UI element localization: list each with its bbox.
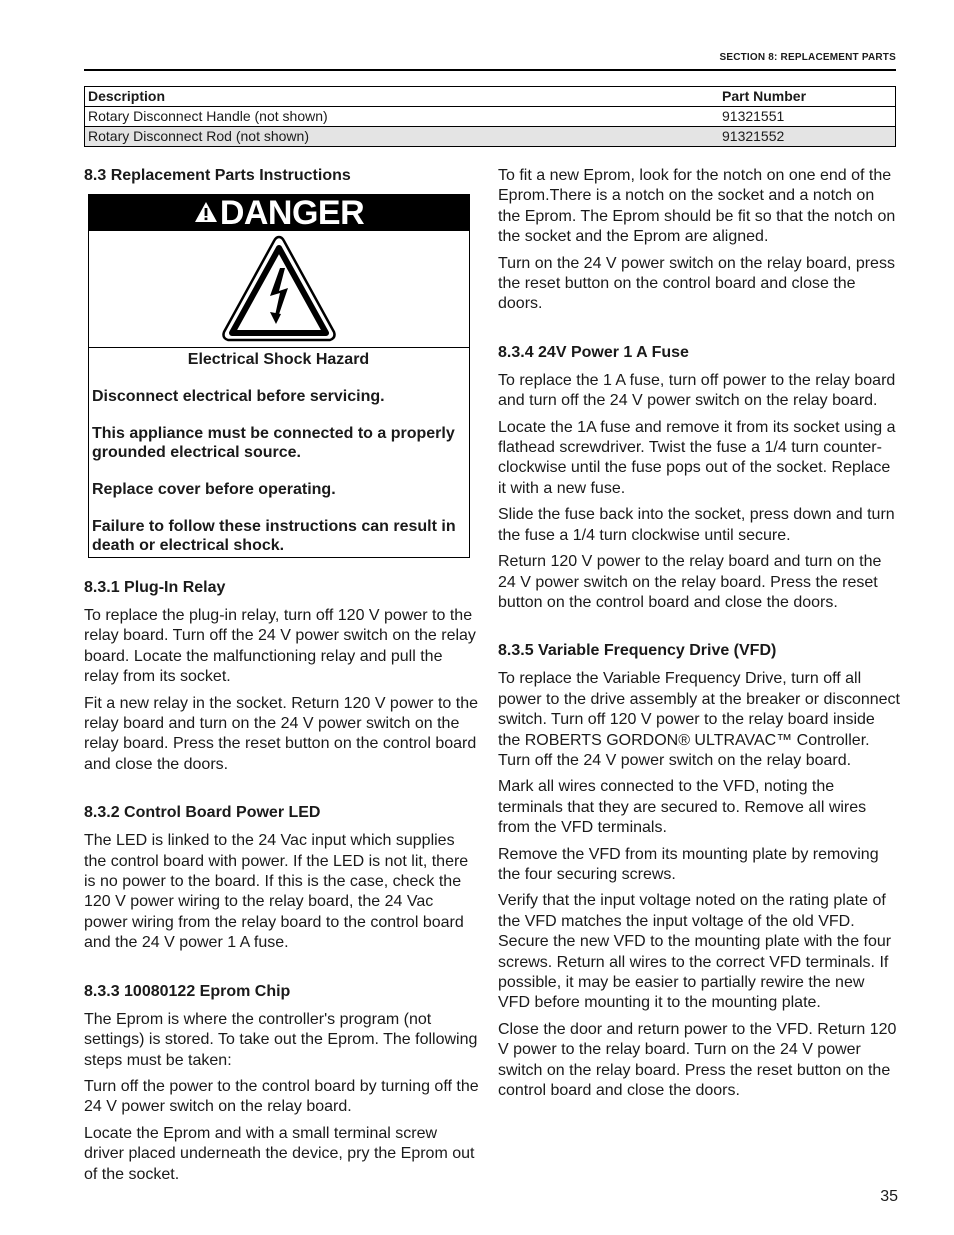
right-column — [498, 166, 900, 1107]
danger-line: Disconnect electrical before servicing. — [92, 388, 385, 405]
row-part-number: 91321552 — [708, 127, 896, 147]
danger-warning-box — [88, 194, 470, 558]
parts-table — [84, 86, 896, 147]
table-header-row — [85, 87, 896, 107]
left-column — [84, 166, 480, 1191]
paragraph: Remove the VFD from its mounting plate by removing the four securing screws. — [498, 845, 879, 883]
danger-line: This appliance must be connected to a properly grounded electrical source. — [92, 425, 455, 461]
row-description: Rotary Disconnect Handle (not shown) — [85, 107, 709, 127]
danger-line: Failure to follow these instructions can result in death or electrical shock. — [92, 518, 456, 554]
page-number: 35 — [880, 1188, 898, 1205]
section-header: SECTION 8: REPLACEMENT PARTS — [719, 52, 896, 63]
paragraph: To replace the Variable Frequency Drive, turn off all power to the drive assembly at the breaker or disconnect switch. Turn off 120 V power to the relay board inside the ROBERTS GORDON® ULTRAVAC™ Controller. Turn off the 24 V power switch on the relay board. — [498, 670, 900, 769]
table-row — [85, 127, 896, 147]
section-heading-8-3: 8.3 Replacement Parts Instructions — [84, 167, 351, 184]
paragraph: Fit a new relay in the socket. Return 120 V power to the relay board and turn on the 24 V power switch on the relay board. Press the reset button on the control board and close the doors. — [84, 694, 478, 773]
paragraph: Locate the Eprom and with a small terminal screw driver placed underneath the device, pry the Eprom out of the socket. — [84, 1124, 475, 1183]
paragraph: Mark all wires connected to the VFD, noting the terminals that they are secured to. Remove all wires from the VFD terminals. — [498, 778, 867, 837]
paragraph: Return 120 V power to the relay board and turn on the 24 V power switch on the relay board. Press the reset button on the control board and close the doors. — [498, 553, 882, 611]
paragraph: Locate the 1A fuse and remove it from its socket using a flathead screwdriver. Twist the fuse a 1/4 turn counter-clockwise until the fuse pops out of the socket. Replace it with a new fuse. — [498, 418, 896, 497]
paragraph: The LED is linked to the 24 Vac input which supplies the control board with power. If the LED is not lit, there is no power to the board. If this is the case, check the 120 V power wiring to the relay board, the 24 Vac power wiring from the relay board to the control board and the 24 V power 1 A fuse. — [84, 832, 469, 952]
paragraph: To replace the plug-in relay, turn off 120 V power to the relay board. Turn off the 24 V power switch on the relay board. Locate the malfunctioning relay and pull the relay from its socket. — [84, 607, 476, 686]
section-heading-8-3-5: 8.3.5 Variable Frequency Drive (VFD) — [498, 642, 777, 660]
paragraph: Verify that the input voltage noted on the rating plate of the VFD matches the input voltage of the old VFD. Secure the new VFD to the mounting plate with the four screws. Return all wires to the correct VFD terminals. If possible, it may be easier to partially rewire the new VFD before mounting it to the mounting plate. — [498, 892, 892, 1012]
danger-title: Electrical Shock Hazard — [187, 351, 370, 368]
warning-triangle-icon — [194, 194, 218, 230]
paragraph: Turn off the power to the control board by turning off the 24 V power switch on the relay board. — [84, 1077, 479, 1116]
row-description: Rotary Disconnect Rod (not shown) — [85, 127, 709, 147]
section-heading-8-3-3: 8.3.3 10080122 Eprom Chip — [84, 982, 291, 1000]
electrical-shock-hazard-icon — [89, 231, 469, 348]
paragraph: To replace the 1 A fuse, turn off power to the relay board and turn off the 24 V power switch on the relay board. — [498, 371, 896, 410]
danger-header — [89, 195, 469, 231]
column-header-description: Description — [85, 87, 709, 107]
danger-text — [89, 348, 469, 557]
danger-label: DANGER — [219, 194, 365, 232]
section-heading-8-3-4: 8.3.4 24V Power 1 A Fuse — [498, 343, 689, 361]
header-rule — [84, 69, 896, 71]
column-header-part-number: Part Number — [708, 87, 896, 107]
paragraph: To fit a new Eprom, look for the notch on one end of the Eprom.There is a notch on the socket and a notch on the Eprom. The Eprom should be fit so that the notch on the socket and the Eprom are aligned. — [498, 167, 896, 246]
danger-line: Replace cover before operating. — [92, 481, 336, 498]
section-heading-8-3-1: 8.3.1 Plug-In Relay — [84, 579, 226, 596]
paragraph: Close the door and return power to the VFD. Return 120 V power to the relay board. Turn on the 24 V power switch on the relay board. Press the reset button on the control board and close the doors. — [498, 1020, 897, 1100]
row-part-number: 91321551 — [708, 107, 896, 127]
paragraph: Turn on the 24 V power switch on the relay board, press the reset button on the control board and close the doors. — [498, 254, 895, 313]
table-row — [85, 107, 896, 127]
section-heading-8-3-2: 8.3.2 Control Board Power LED — [84, 804, 321, 822]
paragraph: The Eprom is where the controller's program (not settings) is stored. To take out the Eprom. The following steps must be taken: — [84, 1010, 478, 1069]
paragraph: Slide the fuse back into the socket, press down and turn the fuse a 1/4 turn clockwise until secure. — [498, 506, 895, 544]
